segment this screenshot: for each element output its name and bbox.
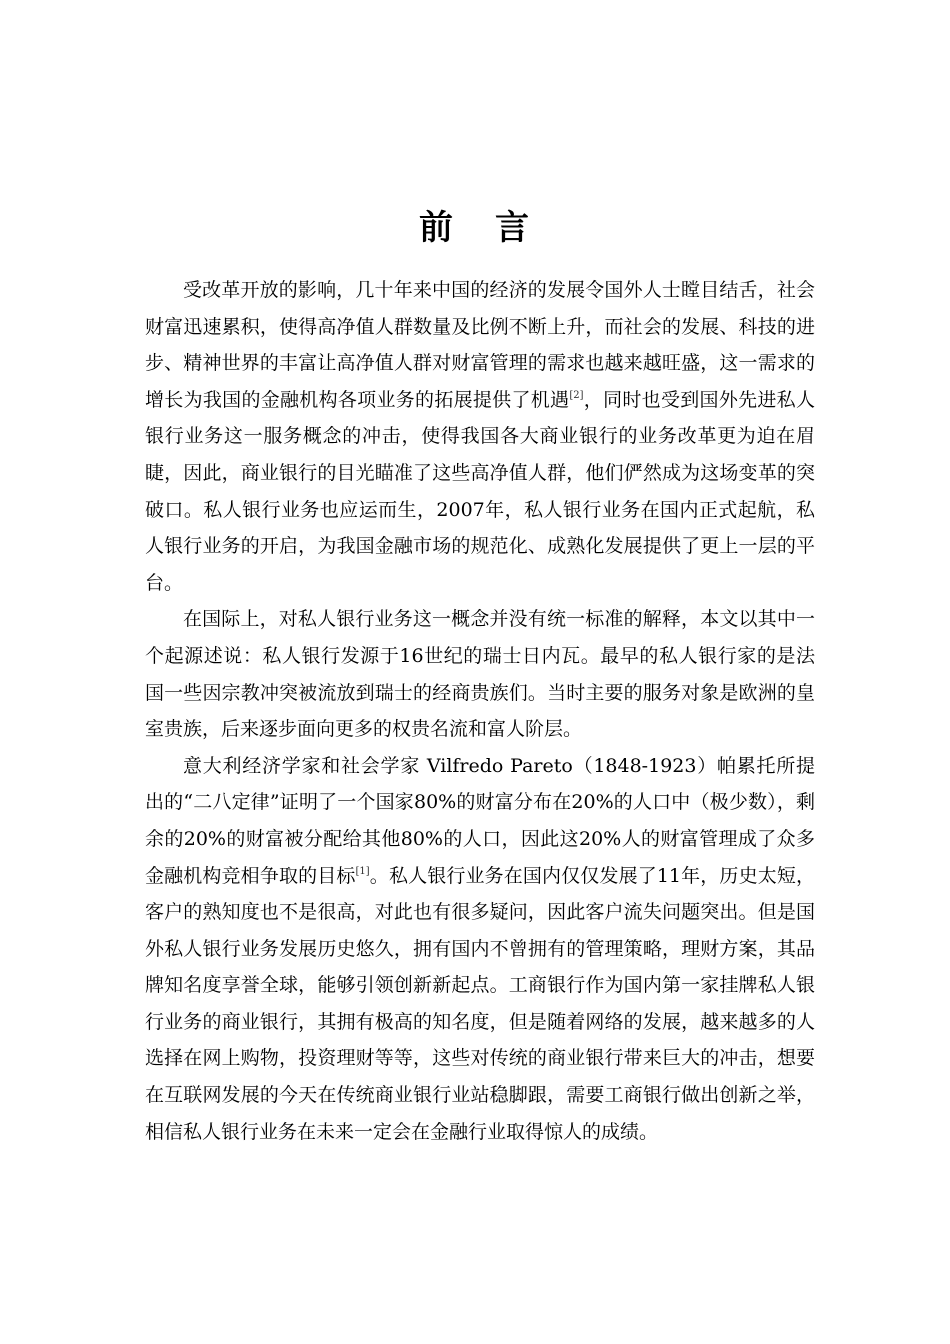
paragraph-3-text-a: 意大利经济学家和社会学家 Vilfredo Pareto（1848-1923）帕累托所提出的“二八定律”证明了一个国家80%的财富分布在20%的人口中（极少数），剩余的20%的财富被分配给其他80%的人口，因此这20%人的财富管理成了众多金融机构竞相争取的目标: [145, 754, 815, 887]
page-title: [0, 200, 950, 249]
paragraph-2-text: 在国际上，对私人银行业务这一概念并没有统一标准的解释，本文以其中一个起源述说：私人银行发源于16世纪的瑞士日内瓦。最早的私人银行家的是法国一些因宗教冲突被流放到瑞士的经商贵族们。当时主要的服务对象是欧洲的皇室贵族，后来逐步面向更多的权贵名流和富人阶层。: [145, 608, 815, 741]
paragraph-2: [145, 601, 815, 747]
paragraph-1-text-b: ，同时也受到国外先进私人银行业务这一服务概念的冲击，使得我国各大商业银行的业务改革更为迫在眉睫，因此，商业银行的目光瞄准了这些高净值人群，他们俨然成为这场变革的突破口。私人银行业务也应运而生，2007年，私人银行业务在国内正式起航，私人银行业务的开启，为我国金融市场的规范化、成熟化发展提供了更上一层的平台。: [145, 388, 815, 594]
paragraph-3-text-b: 。私人银行业务在国内仅仅发展了11年，历史太短，客户的熟知度也不是很高，对此也有很多疑问，因此客户流失问题突出。但是国外私人银行业务发展历史悠久，拥有国内不曾拥有的管理策略，理财方案，其品牌知名度享誉全球，能够引领创新新起点。工商银行作为国内第一家挂牌私人银行业务的商业银行，其拥有极高的知名度，但是随着网络的发展，越来越多的人选择在网上购物，投资理财等等，这些对传统的商业银行带来巨大的冲击，想要在互联网发展的今天在传统商业银行业站稳脚跟，需要工商银行做出创新之举，相信私人银行业务在未来一定会在金融行业取得惊人的成绩。: [145, 864, 815, 1143]
paragraph-3: [145, 748, 815, 1151]
title-char-1: 前: [419, 208, 455, 248]
title-char-2: 言: [495, 208, 531, 248]
paragraph-1: [145, 272, 815, 601]
body-text: [145, 272, 815, 1150]
citation-1: [1]: [355, 865, 370, 877]
citation-2: [2]: [569, 389, 584, 401]
paragraph-1-text-a: 受改革开放的影响，几十年来中国的经济的发展令国外人士瞠目结舌，社会财富迅速累积，使得高净值人群数量及比例不断上升，而社会的发展、科技的进步、精神世界的丰富让高净值人群对财富管理的需求也越来越旺盛，这一需求的增长为我国的金融机构各项业务的拓展提供了机遇: [145, 279, 815, 411]
